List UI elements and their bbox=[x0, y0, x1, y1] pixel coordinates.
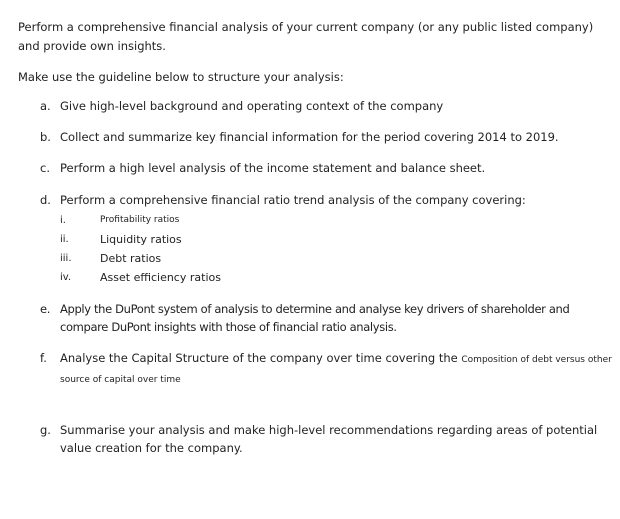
sub-marker: ii. bbox=[60, 234, 69, 245]
list-item-small-text: Composition of debt versus other source of capital over time bbox=[60, 355, 612, 385]
sub-item-ii bbox=[60, 230, 614, 249]
list-item-e bbox=[18, 300, 614, 336]
sub-marker: iv. bbox=[60, 272, 72, 283]
sub-item-text: Debt ratios bbox=[100, 252, 162, 265]
list-item-f bbox=[18, 349, 614, 389]
list-item-text: Apply the DuPont system of analysis to determine and analyse key drivers of shareholder and compare DuPont insights with those of financial ratio analysis. bbox=[60, 302, 570, 334]
list-marker: g. bbox=[40, 423, 51, 437]
list-item-text: Collect and summarize key financial information for the period covering 2014 to 2019. bbox=[60, 130, 559, 144]
list-item-text: Perform a high level analysis of the income statement and balance sheet. bbox=[60, 161, 486, 175]
sub-item-text: Asset efficiency ratios bbox=[100, 271, 221, 284]
list-item-text: Summarise your analysis and make high-level recommendations regarding areas of potential value creation for the company. bbox=[60, 423, 598, 455]
list-item-d bbox=[18, 191, 614, 287]
sub-marker: iii. bbox=[60, 253, 72, 264]
list-marker: b. bbox=[40, 130, 51, 144]
sub-item-i bbox=[60, 211, 614, 230]
list-item-c bbox=[18, 159, 614, 177]
list-item-g bbox=[18, 421, 614, 457]
list-marker: a. bbox=[40, 99, 51, 113]
sub-item-iii bbox=[60, 249, 614, 268]
guideline-paragraph: Make use the guideline below to structure your analysis: bbox=[18, 70, 344, 84]
list-item-text: Analyse the Capital Structure of the company over time covering the bbox=[60, 351, 458, 365]
sub-list bbox=[60, 211, 614, 287]
list-item-text: Perform a comprehensive financial ratio trend analysis of the company covering: bbox=[60, 193, 526, 207]
list-item-a bbox=[18, 97, 614, 115]
sub-item-text: Profitability ratios bbox=[100, 215, 180, 225]
guideline-list bbox=[18, 97, 614, 457]
list-marker: c. bbox=[40, 161, 50, 175]
intro-paragraph: Perform a comprehensive financial analysis of your current company (or any public listed company) and provide own insights. bbox=[18, 20, 594, 53]
list-item-b bbox=[18, 128, 614, 146]
list-item-text: Give high-level background and operating context of the company bbox=[60, 99, 444, 113]
sub-item-iv bbox=[60, 268, 614, 287]
list-marker: e. bbox=[40, 302, 51, 316]
sub-item-text: Liquidity ratios bbox=[100, 233, 182, 246]
list-marker: f. bbox=[40, 351, 47, 365]
sub-marker: i. bbox=[60, 215, 66, 226]
list-marker: d. bbox=[40, 193, 51, 207]
document-body bbox=[18, 18, 614, 457]
